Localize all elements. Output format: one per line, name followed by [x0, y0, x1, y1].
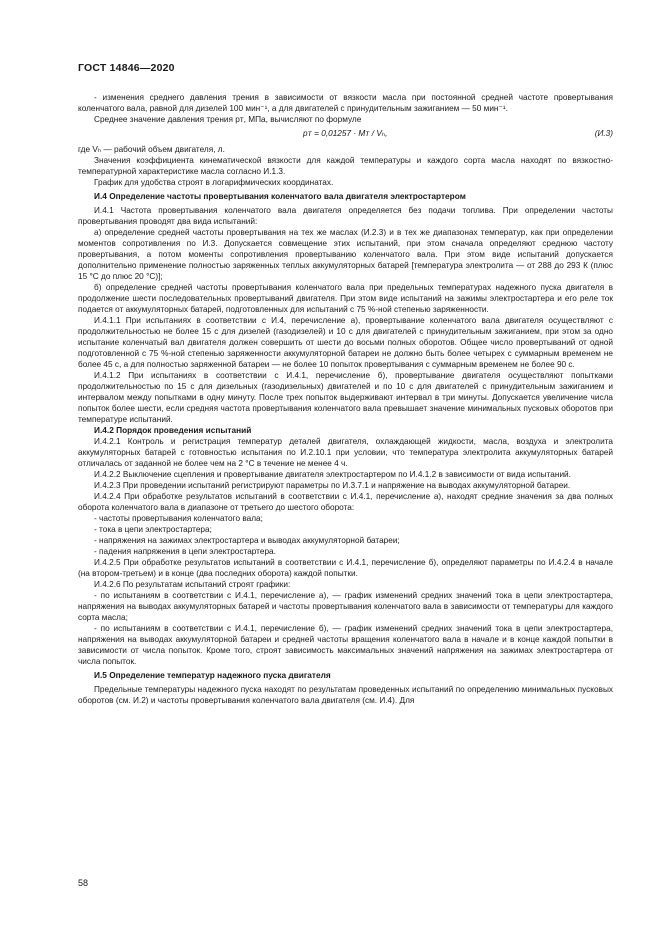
body-paragraph: И.4.2.4 При обработке результатов испытаний в соответствии с И.4.1, перечисление а), находят средние значения за два полных оборота коленчатого вала в диапазоне от третьего до шестого оборота: [78, 492, 613, 512]
list-item: - напряжения на зажимах электростартера и выводах аккумуляторной батареи; [94, 536, 400, 545]
list-item: - тока в цепи электростартера; [94, 525, 212, 534]
body-paragraph: а) определение средней частоты провертывания на тех же маслах (И.2.3) и в тех же диапазонах температур, как при определении моментов сопротивления по И.3. Допускается совмещение этих испытаний, при этом сначала определяют среднюю частоту провертывания, а потом моменты сопротивления провертыванию коленчатого вала. При этом виде испытаний допускается дополнительно применение полностью заряженных теплых аккумуляторных батарей [температура электролита — от 288 до 293 К (плюс 15 °С до плюс 20 °С)]; [78, 228, 613, 281]
page-content [78, 92, 613, 706]
body-paragraph: И.4.1 Частота провертывания коленчатого вала двигателя определяется без подачи топлива. При определении частоты провертывания проводят два вида испытаний: [78, 206, 613, 226]
formula-legend: где Vₕ — рабочий объем двигателя, л. [78, 145, 225, 154]
formula-expression: pᴛ = 0,01257 · Mᴛ / Vₕ, [303, 129, 388, 138]
formula-block [78, 128, 613, 140]
section-title-4: И.4 Определение частоты провертывания коленчатого вала двигателя электростартером [94, 191, 466, 201]
body-paragraph: И.4.2.3 При проведении испытаний регистрируют параметры по И.3.7.1 и напряжение на выводах аккумуляторной батареи. [94, 481, 571, 490]
body-paragraph: Предельные температуры надежного пуска находят по результатам проведенных испытаний по определению минимальных пусковых оборотов (см. И.2) и частоты провертывания коленчатого вала двигателя (см. И.4). Для [78, 685, 613, 705]
list-item: - падения напряжения в цепи электростартера. [94, 547, 276, 556]
intro-paragraph: - изменения среднего давления трения в зависимости от вязкости масла при постоянной средней частоте провертывания коленчатого вала, равной для дизелей 100 мин⁻¹, а для двигателей с принудительным зажиганием — 50 мин⁻¹. [78, 93, 613, 113]
list-item: - по испытаниям в соответствии с И.4.1, перечисление а), — график изменений средних значений тока в цепи электростартера, напряжения на выводах аккумуляторных батарей и частоты провертывания коленчатого вала в зависимости от температуры для каждого сорта масла; [78, 591, 613, 622]
body-paragraph: б) определение средней частоты провертывания коленчатого вала при предельных температурах надежного пуска двигателя в продолжение шести последовательных провертываний двигателя. При этом виде испытаний на зажимы электростартера и его реле ток подается от аккумуляторных батарей, подготовленных для испытаний с 75 %-ной степенью заряженности. [78, 283, 613, 314]
body-paragraph: И.4.2.5 При обработке результатов испытаний в соответствии с И.4.1, перечисление б), определяют параметры по И.4.2.4 в начале (на втором-третьем) и в конце (два последних оборота) каждой попытки. [78, 558, 613, 578]
body-paragraph: И.4.2.1 Контроль и регистрация температур деталей двигателя, охлаждающей жидкости, масла, воздуха и электролита аккумуляторных батарей с готовностью испытания по И.2.10.1 при условии, что температура электролита аккумуляторных батарей отличалась от заданной не более чем на 2 °С в течение не менее 4 ч. [78, 437, 613, 468]
page-header-doc-code: ГОСТ 14846—2020 [78, 62, 175, 74]
intro-paragraph: Среднее значение давления трения pᴛ, МПа, вычисляют по формуле [94, 115, 362, 124]
body-paragraph: И.4.2.6 По результатам испытаний строят графики: [94, 580, 291, 589]
body-paragraph: Значения коэффициента кинематической вязкости для каждой температуры и каждого сорта масла находят по вязкостно-температурной характеристике масла согласно И.1.3. [78, 156, 613, 176]
list-item: - частоты провертывания коленчатого вала; [94, 514, 263, 523]
body-paragraph: И.4.2.2 Выключение сцепления и провертывание двигателя электростартером по И.4.1.2 в зависимости от вида испытаний. [94, 470, 571, 479]
list-item: - по испытаниям в соответствии с И.4.1, перечисление б), — график изменений средних значений тока в цепи электростартера, напряжения на выводах аккумуляторной батареи и средней частоты вращения коленчатого вала в начале и в конце каждой попытки в зависимости от числа попыток. Кроме того, строят зависимость максимальных значений напряжения на зажимах электростартера от числа попыток. [78, 624, 613, 666]
page-number: 58 [78, 878, 89, 888]
formula-number: (И.3) [594, 129, 613, 138]
section-title-5: И.5 Определение температур надежного пуска двигателя [94, 670, 331, 680]
body-paragraph: И.4.1.1 При испытаниях в соответствии с И.4, перечисление а), провертывание коленчатого вала двигателя осуществляют с продолжительностью не более 15 с для дизелей (газодизелей) и 10 с для двигателей с принудительным зажиганием, при этом за одно испытание коленчатый вал двигателя должен совершить от шести до восьми полных оборотов. Общее число провертываний от одной подготовленной с 75 %-ной степенью заряженности аккумуляторной батареи не должно быть более четырех с суммарным временем не более 45 с, а для полностью заряженной батареи — не более 10 попыток провертывания с суммарным временем не более 90 с. [78, 316, 613, 369]
subsection-title: И.4.2 Порядок проведения испытаний [94, 425, 252, 435]
body-paragraph: График для удобства строят в логарифмических координатах. [94, 178, 334, 187]
body-paragraph: И.4.1.2 При испытаниях в соответствии с И.4.1, перечисление б), провертывание двигателя осуществляют попытками продолжительностью по 15 с для дизельных (газодизельных) двигателей и по 10 с для двигателей с принудительным зажиганием и интервалом между попытками в одну минуту. После трех попыток выдерживают интервал в три минуты. Допускается увеличение числа попыток более шести, если средняя частота провертывания коленчатого вала превышает значение минимальных пусковых оборотов при температуре испытаний. [78, 371, 613, 424]
